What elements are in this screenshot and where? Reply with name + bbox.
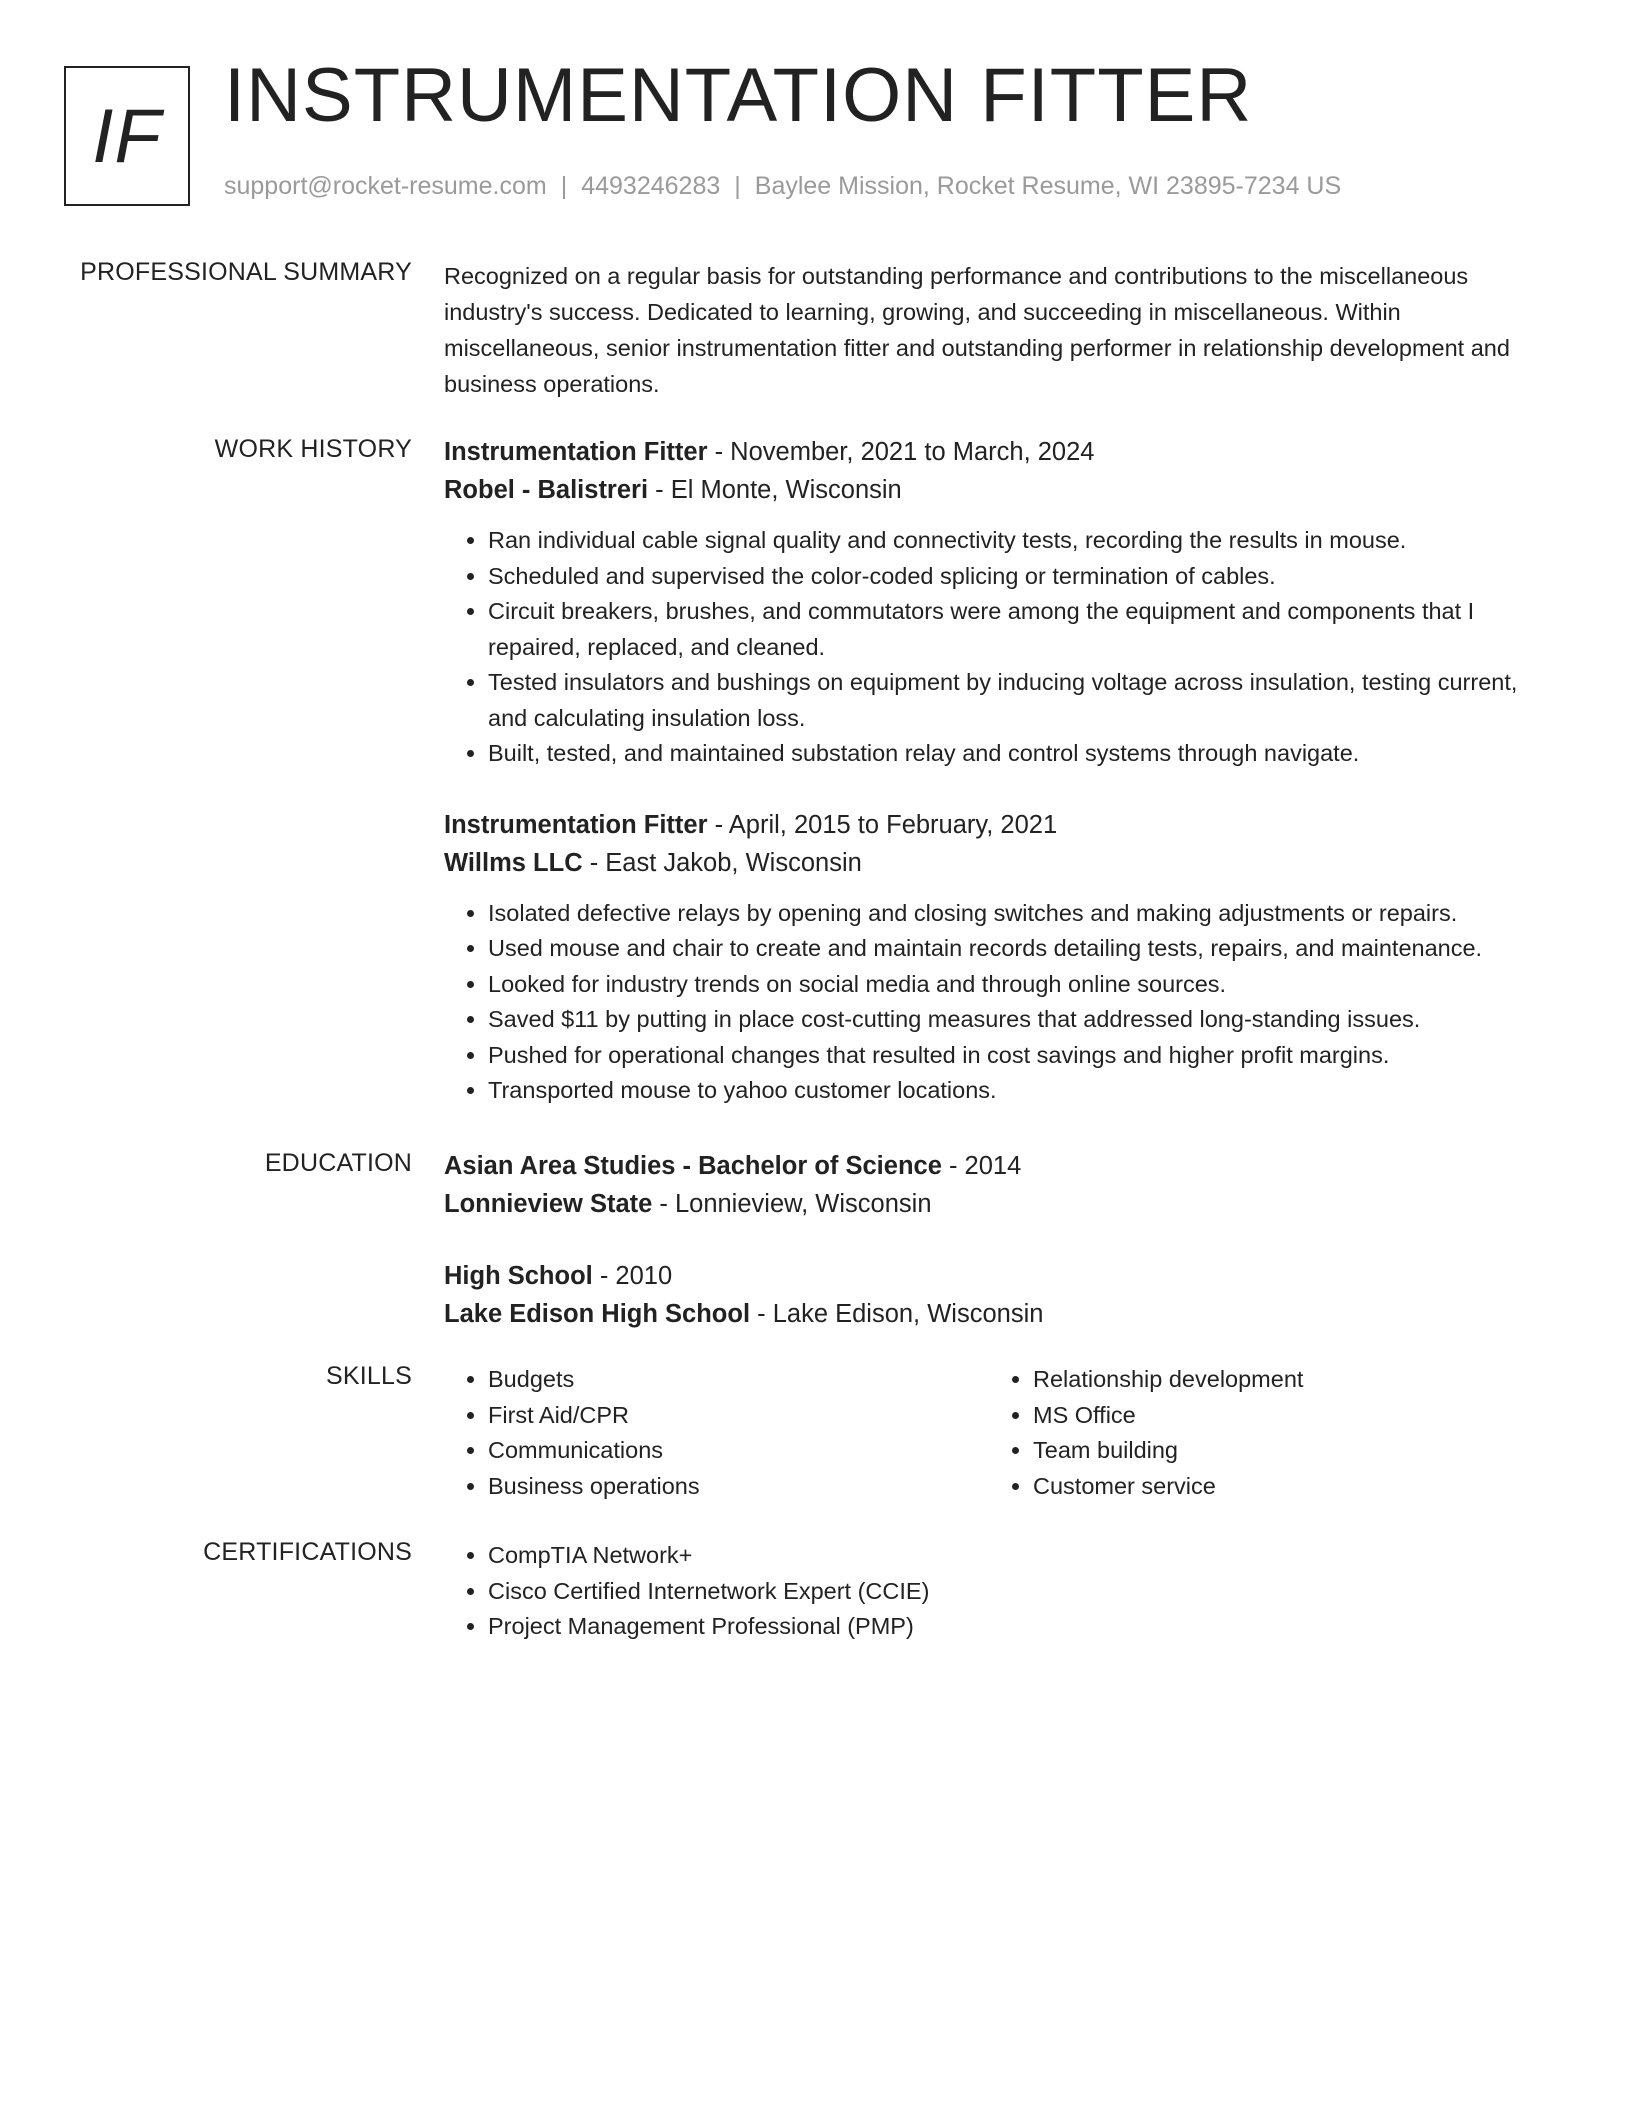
education-school: Lonnieview State: [444, 1190, 653, 1218]
education-entry: [444, 1257, 1534, 1333]
monogram-initials: IF: [92, 93, 162, 179]
job-entry: [444, 433, 1534, 772]
job-company-line: [444, 471, 1534, 509]
job-bullet: • Looked for industry trends on social media and through online sources.: [488, 967, 1534, 1003]
work-history-body: [444, 433, 1534, 1109]
job-bullet-list: [444, 896, 1534, 1109]
section-label-skills: SKILLS: [326, 1362, 412, 1390]
job-bullet: • Pushed for operational changes that resulted in cost savings and higher profit margins.: [488, 1038, 1534, 1074]
job-location: - El Monte, Wisconsin: [648, 476, 902, 504]
job-company: Robel - Balistreri: [444, 476, 649, 504]
summary-body: [444, 258, 1534, 402]
job-company: Willms LLC: [444, 848, 583, 877]
skill-item: • Communications: [488, 1433, 989, 1469]
section-label-education: EDUCATION: [264, 1149, 412, 1177]
job-bullet: • Tested insulators and bushings on equipment by inducing voltage across insulation, testing current, and calculating insulation loss.: [488, 665, 1534, 736]
job-title-line: [444, 433, 1534, 471]
education-year: - 2014: [941, 1152, 1022, 1180]
education-year: - 2010: [592, 1262, 673, 1290]
skills-grid: [444, 1362, 1534, 1504]
contact-email: support@rocket-resume.com: [224, 172, 547, 200]
skill-item: • Relationship development: [1033, 1362, 1534, 1398]
contact-separator: |: [734, 172, 741, 200]
job-bullet-list: [444, 523, 1534, 772]
job-title-line: [444, 806, 1534, 844]
contact-address: Baylee Mission, Rocket Resume, WI 23895-7234 US: [754, 172, 1342, 200]
job-bullet: • Isolated defective relays by opening and closing switches and making adjustments or repairs.: [488, 896, 1534, 932]
candidate-name: INSTRUMENTATION FITTER: [224, 53, 1253, 138]
skill-item: • First Aid/CPR: [488, 1398, 989, 1434]
monogram-box: [64, 66, 190, 206]
skill-item: • Customer service: [1033, 1469, 1534, 1505]
skills-list-left: [444, 1362, 989, 1504]
skill-item: • Budgets: [488, 1362, 989, 1398]
section-label-work-history: WORK HISTORY: [214, 435, 412, 463]
job-location: - East Jakob, Wisconsin: [582, 848, 862, 877]
education-school-line: [444, 1295, 1534, 1333]
certification-item: • Cisco Certified Internetwork Expert (CCIE): [488, 1574, 1534, 1610]
section-label-certifications: CERTIFICATIONS: [203, 1538, 412, 1566]
job-bullet: • Circuit breakers, brushes, and commutators were among the equipment and components that I repaired, replaced, and cleaned.: [488, 594, 1534, 665]
certification-item: • CompTIA Network+: [488, 1538, 1534, 1574]
education-location: - Lake Edison, Wisconsin: [750, 1300, 1044, 1328]
skill-item: • Team building: [1033, 1433, 1534, 1469]
job-title: Instrumentation Fitter: [444, 810, 708, 839]
summary-text: Recognized on a regular basis for outstanding performance and contributions to the miscellaneous industry's success. Dedicated to learning, growing, and succeeding in miscellaneous. Within miscellaneous, senior instrumentation fitter and outstanding performer in relationship development and business operations.: [444, 263, 1510, 397]
education-school-line: [444, 1185, 1534, 1223]
education-degree: High School: [444, 1262, 593, 1290]
job-bullet: • Transported mouse to yahoo customer locations.: [488, 1073, 1534, 1109]
education-entry: [444, 1147, 1534, 1223]
education-degree: Asian Area Studies - Bachelor of Science: [444, 1152, 942, 1180]
job-title: Instrumentation Fitter: [444, 438, 708, 466]
job-bullet: • Built, tested, and maintained substation relay and control systems through navigate.: [488, 736, 1534, 772]
job-bullet: • Scheduled and supervised the color-coded splicing or termination of cables.: [488, 559, 1534, 595]
job-entry: [444, 806, 1534, 1109]
job-dates: - November, 2021 to March, 2024: [707, 438, 1095, 466]
skills-list-right: [989, 1362, 1534, 1504]
contact-phone: 4493246283: [581, 172, 721, 200]
certification-item: • Project Management Professional (PMP): [488, 1609, 1534, 1645]
skills-body: [444, 1362, 1534, 1504]
section-label-summary: PROFESSIONAL SUMMARY: [80, 258, 412, 286]
job-bullet: • Ran individual cable signal quality and connectivity tests, recording the results in mouse.: [488, 523, 1534, 559]
certifications-list: [444, 1538, 1534, 1645]
skill-item: • Business operations: [488, 1469, 989, 1505]
education-body: [444, 1147, 1534, 1333]
skill-item: • MS Office: [1033, 1398, 1534, 1434]
contact-line: [224, 172, 1341, 201]
job-company-line: [444, 844, 1534, 882]
education-location: - Lonnieview, Wisconsin: [652, 1190, 932, 1218]
job-bullet: • Saved $11 by putting in place cost-cutting measures that addressed long-standing issues.: [488, 1002, 1534, 1038]
education-school: Lake Edison High School: [444, 1300, 751, 1328]
certifications-body: [444, 1538, 1534, 1645]
job-bullet: • Used mouse and chair to create and maintain records detailing tests, repairs, and maintenance.: [488, 931, 1534, 967]
education-degree-line: [444, 1257, 1534, 1295]
job-dates: - April, 2015 to February, 2021: [707, 810, 1058, 839]
education-degree-line: [444, 1147, 1534, 1185]
contact-separator: |: [560, 172, 568, 200]
